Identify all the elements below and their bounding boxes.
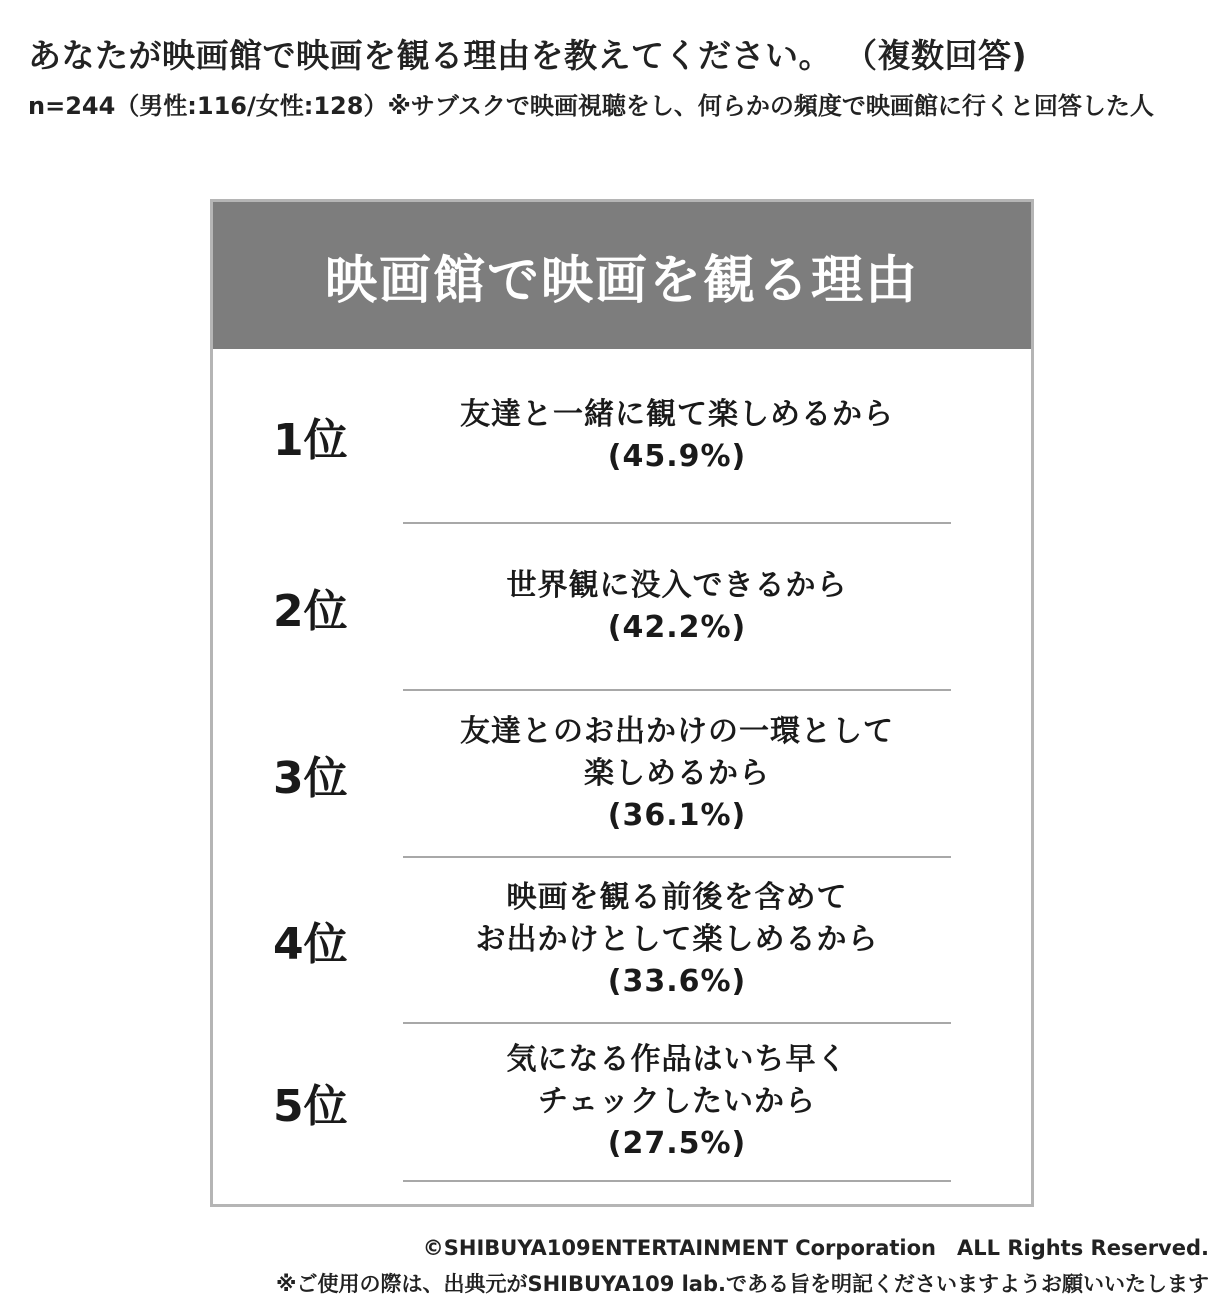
rank-row-4 xyxy=(213,858,1031,1022)
rank-reason xyxy=(403,711,951,837)
row-divider xyxy=(403,1180,951,1182)
rank-row-5 xyxy=(213,1024,1031,1180)
rank-reason xyxy=(403,565,951,649)
rank-label: 1位 xyxy=(273,414,348,466)
rank-label: 4位 xyxy=(273,919,348,970)
panel-title: 映画館で映画を観る理由 xyxy=(213,202,1031,349)
reason-line: お出かけとして楽しめるから xyxy=(475,922,879,957)
ranking-panel xyxy=(210,199,1034,1207)
rank-reason xyxy=(403,1039,951,1165)
copyright-text: ©SHIBUYA109ENTERTAINMENT Corporation ALL Rights Reserved. xyxy=(422,1236,1209,1260)
reason-line: チェックしたいから xyxy=(537,1084,817,1119)
reason-percent: (36.1%) xyxy=(607,798,747,833)
usage-note: ※ご使用の際は、出典元がSHIBUYA109 lab.である旨を明記くださいますようお願いいたします xyxy=(276,1272,1209,1296)
reason-line: 楽しめるから xyxy=(584,756,770,791)
rank-reason xyxy=(403,877,951,1003)
reason-line: 世界観に没入できるから xyxy=(506,568,848,603)
reason-line: 友達と一緒に観て楽しめるから xyxy=(460,397,894,432)
reason-line: 友達とのお出かけの一環として xyxy=(460,714,894,749)
rank-row-1 xyxy=(213,349,1031,522)
rank-reason xyxy=(403,394,951,478)
rank-label: 5位 xyxy=(273,1081,348,1132)
rank-row-3 xyxy=(213,691,1031,856)
reason-percent: (45.9%) xyxy=(607,439,747,474)
reason-line: 映画を観る前後を含めて xyxy=(506,880,848,915)
reason-percent: (33.6%) xyxy=(607,964,747,999)
question-title: あなたが映画館で映画を観る理由を教えてください。 （複数回答) xyxy=(28,36,1028,75)
reason-line: 気になる作品はいち早く xyxy=(506,1042,848,1077)
reason-percent: (27.5%) xyxy=(607,1126,747,1161)
rank-row-2 xyxy=(213,524,1031,689)
sample-note: n=244（男性:116/女性:128）※サブスクで映画視聴をし、何らかの頻度で映画館に行くと回答した人 xyxy=(28,92,1154,120)
rank-label: 3位 xyxy=(273,752,348,804)
reason-percent: (42.2%) xyxy=(607,610,747,645)
rank-label: 2位 xyxy=(273,585,348,637)
